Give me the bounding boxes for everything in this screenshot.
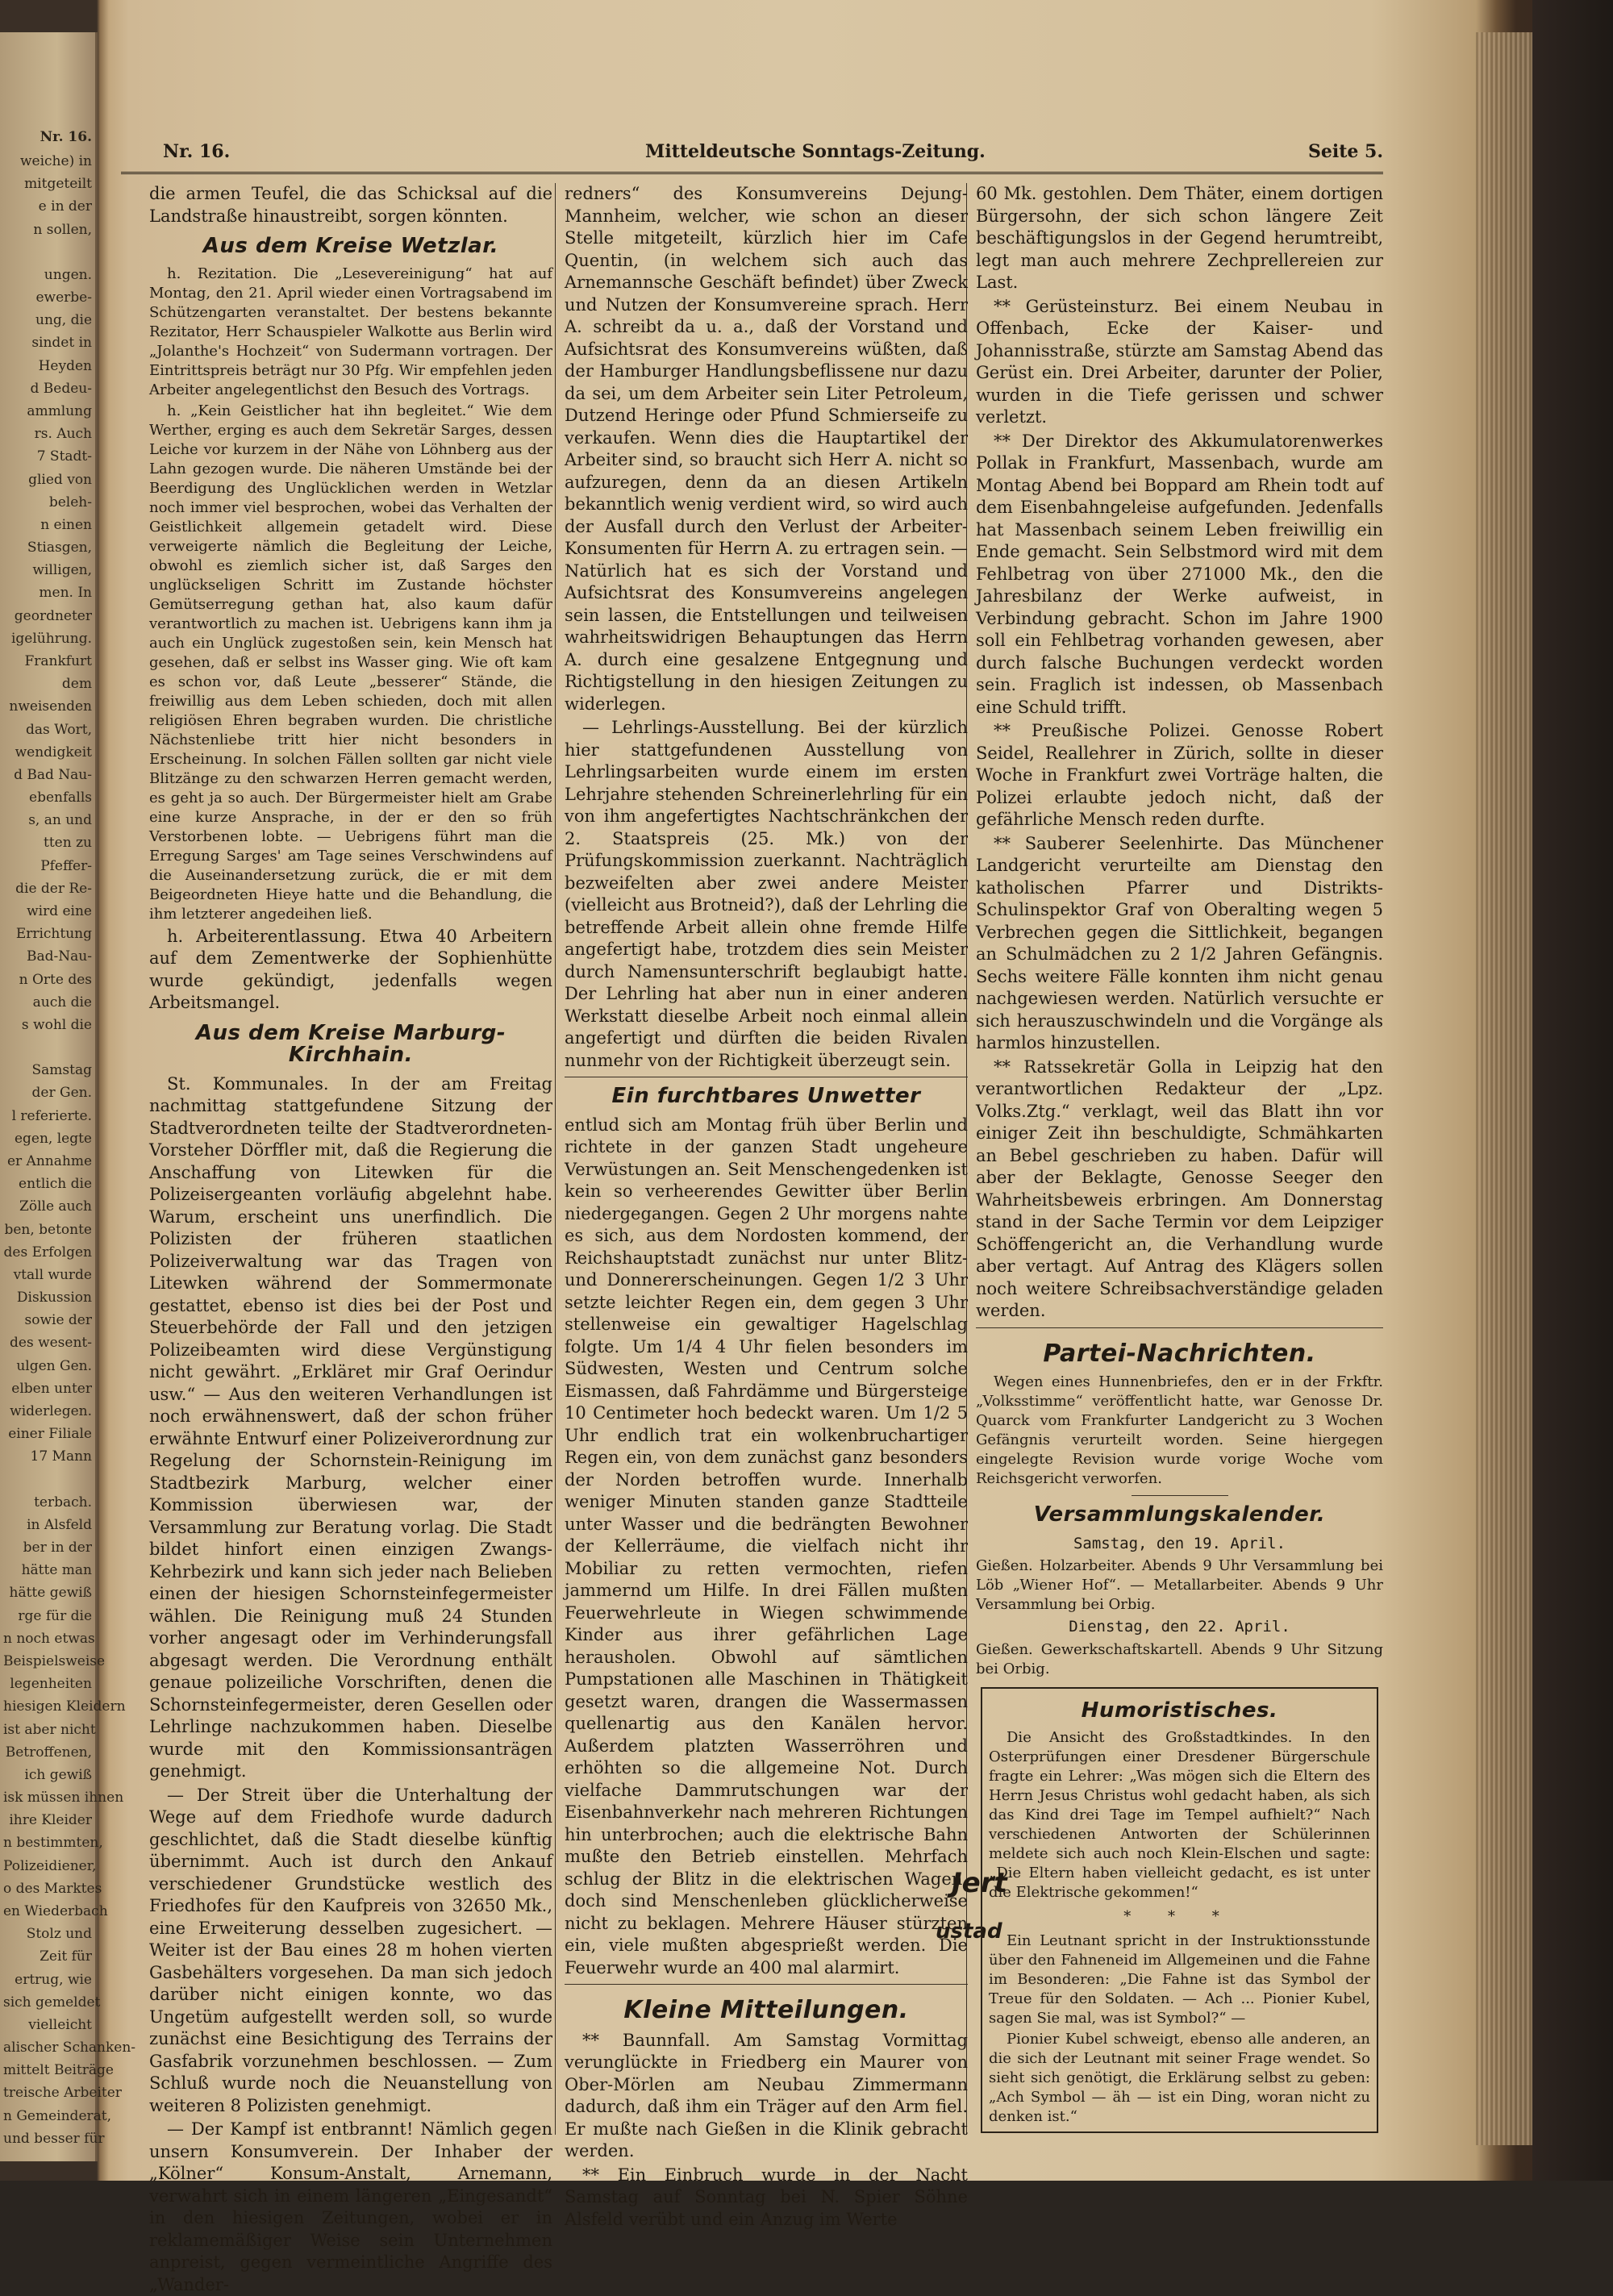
page-issue-number: Nr. 16. [163, 141, 231, 162]
left-page-fragment: Beispielsweise [3, 1653, 106, 1669]
left-page-fragment: ungen. [44, 266, 92, 283]
left-page-fragment: l referierte. [11, 1107, 92, 1124]
column-rule [555, 183, 556, 2135]
left-page-fragment: weiche) in [19, 153, 92, 169]
left-page-fragment: n noch etwas [3, 1630, 95, 1647]
left-page-fragment: Pfeffer- [40, 857, 92, 874]
left-page-fragment: vtall wurde [13, 1266, 92, 1283]
page-number: Seite 5. [1307, 141, 1383, 162]
article-text: die armen Teufel, die das Schicksal auf die Landstraße hinaustreibt, sorgen könnten. [149, 184, 552, 226]
section-heading: Versammlungskalender. [1033, 1502, 1326, 1527]
left-page-fragment: tten zu [44, 835, 92, 852]
header-rule [121, 172, 1383, 174]
left-page-fragment: isk müssen ihnen [3, 1790, 124, 1806]
left-page-fragment: d Bad Nau- [14, 766, 92, 783]
left-page-fragment: Bad-Nau- [27, 948, 92, 965]
left-page-fragment: ben, betonte [4, 1221, 92, 1238]
left-page-fragment: hätte man [21, 1562, 92, 1579]
left-page-fragment: sowie der [24, 1312, 92, 1329]
left-page-fragment: beleh- [48, 494, 92, 510]
left-page-fragment: hätte gewiß [9, 1585, 92, 1602]
masthead-title: Mitteldeutsche Sonntags-Zeitung. [645, 141, 986, 162]
left-page-fragment: und besser für [3, 2130, 105, 2147]
section-heading: Aus dem Kreise Wetzlar. [202, 234, 499, 258]
left-page-fragment: n bestimmten, [3, 1835, 103, 1852]
column-2 [565, 183, 968, 2229]
left-page-fragment: in Alsfeld [27, 1516, 92, 1533]
left-page-fragment: ulgen Gen. [16, 1357, 92, 1374]
article-text: h. Arbeiterentlassung. Etwa 40 Arbeitern auf dem Zementwerke der Sophienhütte wurde gekündigt, jedenfalls wegen Arbeitsmangel. [149, 926, 552, 1012]
left-page-fragment: o des Marktes [3, 1880, 102, 1897]
calendar-entry: Gießen. Holzarbeiter. Abends 9 Uhr Versammlung bei Löb „Wiener Hof“. — Metallarbeiter. Abends 9 Uhr Versammlung bei Orbig. [976, 1557, 1383, 1613]
left-page-fragment: n Gemeinderat, [3, 2107, 111, 2124]
left-page-fragment: er Annahme [6, 1153, 92, 1169]
left-page-fragment: ewerbe- [35, 290, 92, 306]
article-text: Ein Leutnant spricht in der Instruktionsstunde über den Fahneneid im Allgemeinen und die Fahne im Besonderen: „Die Fahne ist das Symbol der Treue für den Soldaten. — Ach ... Pionier Kubel, sagen Sie mal, was ist Symbol?“ — [989, 1931, 1370, 2027]
left-page-fragment: auch die [32, 994, 92, 1010]
article-text: 60 Mk. gestohlen. Dem Thäter, einem dortigen Bürgersohn, der sich schon längere Zeit beschäftigungslos in der Gegend herumtreibt, legt man auch mehrere Zechprellereien zur Last. [976, 184, 1383, 292]
left-page-fragment: widerlegen. [10, 1403, 92, 1419]
left-page-fragment: legenheiten [10, 1676, 92, 1693]
left-page-fragment: Betroffenen, [5, 1744, 92, 1761]
left-page-fragment: Stiasgen, [27, 540, 92, 556]
article-text: — Lehrlings-Ausstellung. Bei der kürzlich hier stattgefundenen Ausstellung von Lehrlingsarbeiten wurde einem im ersten Lehrjahre stehenden Schreinerlehrling für ein von ihm angefertigtes Nachtschränkchen der 2. Staatspreis (25. Mk.) von der Prüfungskommission zuerkannt. Nachträglich bezweifelten aber zwei andere Meister (vielleicht aus Brotneid?), daß der Lehrling die betreffende Arbeit allein ohne fremde Hilfe angefertigt habe, trotzdem dies sein Meister durch Namensunterschrift beglaubigt hatte. Der Lehrling hat aber nun in einer anderen Werkstatt dieselbe Arbeit noch einmal allein angefertigt und dürften die beiden Rivalen nunmehr von der Richtigkeit überzeugt sein. [565, 718, 968, 1070]
left-page-fragment: des Erfolgen [3, 1244, 92, 1261]
left-page-fragment: mittelt Beiträge [3, 2062, 114, 2079]
left-page-fragment: einer Filiale [8, 1426, 92, 1443]
left-page-fragment: des wesent- [10, 1335, 92, 1352]
left-page-fragment: sindet in [31, 335, 92, 352]
left-page-fragment: Diskussion [16, 1290, 92, 1306]
left-page-fragment: ber in der [23, 1540, 92, 1556]
left-page-fragment: ammlung [27, 403, 92, 419]
left-facing-page [0, 32, 136, 2161]
left-page-fragment: hiesigen Kleidern [3, 1698, 126, 1715]
left-page-fragment: Stolz und [26, 1926, 92, 1943]
section-heading: Partei-Nachrichten. [1043, 1339, 1316, 1368]
newspaper-page [121, 141, 1383, 2294]
left-page-fragment: ebenfalls [29, 790, 92, 806]
article-text: h. Rezitation. Die „Lesevereinigung“ hat auf Montag, den 21. April wieder einen Vortragsabend im Schützengarten veranstaltet. Der bestens bekannte Rezitator, Herr Schauspieler Walkotte aus Berlin wird „Jolanthe's Hochzeit“ von Sudermann vortragen. Der Eintrittspreis beträgt nur 30 Pfg. Wir empfehlen jeden Arbeiter angelegentlichst den Besuch des Vortrags. [149, 265, 552, 398]
left-page-fragment: s, an und [28, 812, 92, 829]
divider [565, 1984, 968, 1985]
left-page-fragment: glied von [28, 471, 92, 488]
divider [976, 1327, 1383, 1328]
left-page-fragment: n sollen, [33, 221, 92, 238]
left-page-fragment: der Gen. [31, 1085, 92, 1102]
left-page-fragment: ich gewiß [24, 1766, 92, 1783]
left-page-fragment: Errichtung [15, 926, 92, 943]
section-heading: Aus dem Kreise Marburg-Kirchhain. [195, 1020, 506, 1067]
bleed-through-text: ustad [936, 1919, 1002, 1944]
article-text: ** Ratssekretär Golla in Leipzig hat den verantwortlichen Redakteur der „Lpz. Volks.Ztg.“ verklagt, weil das Blatt ihn vor einiger Zeit ihn beschuldigte, Schmähkarten an Bebel geschrieben zu haben. Dafür will aber der Beklagte, Genosse Seeger den Wahrheitsbeweis erbringen. Am Donnerstag stand in der Sache Termin vor dem Leipziger Schöffengericht an, die Verhandlung wurde aber vertagt. Auf Antrag des Klägers sollen noch weitere Schreibsachverständige geladen werden. [976, 1056, 1383, 1320]
left-page-fragment: wendigkeit [15, 744, 92, 760]
left-page-fragment: das Wort, [25, 721, 92, 738]
left-page-fragment: n Orte des [19, 971, 92, 988]
left-page-fragment: terbach. [34, 1494, 92, 1511]
section-heading: Kleine Mitteilungen. [623, 1996, 909, 2024]
article-text: Die Ansicht des Großstadtkindes. In den Osterprüfungen einer Dresdener Bürgerschule fragte ein Lehrer: „Was mögen sich die Eltern des Herrn Jesus Christus wohl gedacht haben, als sich das Kind drei Tage im Tempel aufhielt?“ Nach verschiedenen Antworten der Schülerinnen meldete sich auch noch Klein-Elschen und sagte: „Die Eltern haben vielleicht gedacht, es ist unter die Elektrische gekommen!“ [989, 1729, 1370, 1901]
left-page-fragment: Frankfurt [24, 653, 92, 669]
left-page-fragment: Samstag [31, 1062, 92, 1079]
article-text: — Der Kampf ist entbrannt! Nämlich gegen unsern Konsumverein. Der Inhaber der „Kölner“ Konsum-Anstalt, Arnemann, verwahrt sich in einem längeren „Eingesandt“ in den hiesigen Zeitungen, wobei er in reklamemäßiger Weise sein Unternehmen anpreist, gegen vermeintliche Angriffe des „Wander- [149, 2119, 552, 2294]
article-text: St. Kommunales. In der am Freitag nachmittag stattgefundene Sitzung der Stadtverordneten teilte der Stadtverordneten-Vorsteher Dörffler mit, daß die Regierung die Anschaffung von Litewken für die Polizeisergeanten vorläufig abgelehnt habe. Warum, erscheint uns unerfindlich. Die Polizisten der früheren staatlichen Polizeiverwaltung war das Tragen von Litewken während der Sommermonate gestattet, ebenso ist dies bei der Post und Steuerbehörde der Fall und den jetzigen Polizeibeamten wird diese Vergünstigung nicht gewährt. „Erkläret mir Graf Oerindur usw.“ — Aus den weiteren Verhandlungen ist noch erwähnenswert, daß der schon früher erwähnte Entwurf einer Polizeiverordnung zur Regelung der Schornstein-Reinigung im Stadtbezirk Marburg, welcher einer Kommission überwiesen war, der Versammlung zur Beratung vorlag. Die Stadt bildet hinfort einen einzigen Zwangs-Kehrbezirk und kann sich jeder nach Belieben einen der hiesigen Schornsteinfegermeister wählen. Die Reinigung muß 24 Stunden vorher angesagt oder im Verhinderungsfall abgesagt werden. Die Verordnung enthält genaue polizeiliche Vorschriften, denen die Schornsteinfegermeister, deren Gesellen oder Lehrlinge nachzukommen haben. Dieselbe wurde mit den Kommissionsanträgen genehmigt. [149, 1073, 552, 1781]
left-page-fragment: elben unter [11, 1380, 92, 1397]
left-page-fragment: treische Arbeiter [3, 2085, 122, 2102]
article-text: redners“ des Konsumvereins Dejung-Mannheim, welcher, wie schon an dieser Stelle mitgeteilt, kürzlich hier im Cafe Quentin, (in welchem sich auch das Arnemannsche Geschäft befindet) über Zweck und Nutzen der Konsumvereine sprach. Herr A. schreibt da u. a., daß der Vorstand und Aufsichtsrat des Konsumvereins wüßten, daß der Hamburger Handlungsbeflissene nur dazu da sei, um dem Arbeiter sein Liter Petroleum, Dutzend Heringe oder Pfund Schmierseife zu verkaufen. Wenn dies die Hauptartikel der Arbeiter sind, so braucht sich Herr A. nicht so aufzuregen, denn da an diesen Artikeln bekanntlich wenig verdient wird, so wird auch der Ausfall durch den Verlust der Arbeiter-Konsumenten für Herrn A. zu ertragen sein. — Natürlich hat es sich der Vorstand und Aufsichtsrat des Konsumvereins angelegen sein lassen, die Entstellungen und teilweisen wahrheitswidrigen Behauptungen das Herrn A. durch eine gesalzene Entgegnung und Richtigstellung in den hiesigen Zeitungen zu widerlegen. [565, 184, 968, 714]
article-text: ** Preußische Polizei. Genosse Robert Seidel, Reallehrer in Zürich, sollte in dieser Woche in Frankfurt zwei Vorträge halten, die Polizei erlaubte jedoch nicht, daß der gefährliche Mensch reden durfte. [976, 721, 1383, 829]
column-1 [149, 183, 552, 2294]
left-page-fragment: 7 Stadt- [36, 448, 92, 465]
left-page-fragment: alischer Schanken- [3, 2040, 136, 2056]
left-page-fragment: dem [61, 676, 92, 693]
left-page-fragment: rs. Auch [34, 426, 92, 443]
left-page-fragment: ertrug, wie [15, 1971, 92, 1988]
calendar-date: Samstag, den 19. April. [1073, 1534, 1286, 1552]
article-text: Pionier Kubel schweigt, ebenso alle anderen, an die sich der Leutnant mit seiner Frage wendet. So sieht sich genötigt, die Erklärung selbst zu geben: „Ach Symbol — äh — ist ein Ding, woran nicht zu denken ist.“ [989, 2030, 1370, 2125]
left-page-fragment: nweisenden [9, 698, 92, 715]
section-heading: Ein furchtbares Unwetter [611, 1084, 921, 1108]
left-page-fragment: geordneter [14, 607, 92, 624]
left-page-fragment: Polizeidiener, [3, 1857, 97, 1874]
column-3 [976, 183, 1383, 2135]
article-text: ** Gerüsteinsturz. Bei einem Neubau in Offenbach, Ecke der Kaiser- und Johannisstraße, stürzte am Samstag Abend das Gerüst ein. Drei Arbeiter, darunter der Polier, wurden in die Tiefe gerissen und schwer verletzt. [976, 296, 1383, 427]
article-text: ** Sauberer Seelenhirte. Das Münchener Landgericht verurteilte am Dienstag den katholischen Pfarrer und Distrikts-Schulinspektor Graf von Oberalting wegen 5 Verbrechen gegen die Sittlichkeit, begangen an Schulmädchen zu 2 1/2 Jahren Gefängnis. Sechs weitere Fälle konnten ihm nicht genau nachgewiesen werden. Natürlich versuchte er sich herauszuschwindeln und die Vorgänge als harmlos hinzustellen. [976, 833, 1383, 1052]
book-cover [1532, 0, 1613, 2181]
bleed-through-text: Jert [952, 1867, 1007, 1899]
left-page-fragment: Heyden [38, 357, 92, 374]
left-page-fragment: willigen, [32, 562, 92, 579]
left-page-fragment: ung, die [35, 312, 92, 329]
left-page-fragment: vielleicht [28, 2016, 92, 2033]
calendar-entry: Gießen. Gewerkschaftskartell. Abends 9 Uhr Sitzung bei Orbig. [976, 1640, 1383, 1677]
left-page-fragment: d Bedeu- [30, 380, 92, 397]
left-page-fragment: ihre Kleider [9, 1812, 92, 1829]
left-page-fragment: men. In [39, 585, 92, 602]
left-page-fragment: egen, legte [14, 1130, 92, 1147]
article-text: Wegen eines Hunnenbriefes, den er in der Frkftr. „Volksstimme“ veröffentlicht hatte, war Genosse Dr. Quarck vom Frankfurter Landgericht zu 3 Wochen Gefängnis verurteilt worden. Seine hiergegen eingelegte Revision wurde vorige Woche vom Reichsgericht verworfen. [976, 1373, 1383, 1487]
page-edges [1476, 32, 1532, 2145]
separator-stars: * * * [1123, 1908, 1236, 1925]
left-page-header: Nr. 16. [40, 129, 92, 145]
left-page-fragment: rge für die [18, 1607, 92, 1624]
left-page-fragment: wird eine [27, 903, 92, 919]
article-text: ** Ein Einbruch wurde in der Nacht Samstag auf Sonntag bei N. Spier Söhne Alsfeld verübt und ein Anzug im Werte [565, 2165, 968, 2229]
left-page-fragment: entlich die [19, 1176, 92, 1193]
left-page-fragment: sich gemeldet [3, 1994, 101, 2011]
article-text: h. „Kein Geistlicher hat ihn begleitet.“ Wie dem Werther, erging es auch dem Sekretär Sarges, dessen Leiche vor kurzem in der Nähe von Löhnberg aus der Lahn gezogen wurde. Die näheren Umstände bei der Beerdigung des Unglücklichen werden in Wetzlar noch immer viel besprochen, wobei das Verhalten der Geistlichkeit allgemein getadelt wird. Diese verweigerte nämlich die Begleitung der Leiche, obwohl es ziemlich sicher ist, daß Sarges den unglückseligen Schritt im Zustande höchster Gemütserregung gethan hat, also kaum dafür verantwortlich zu machen ist. Uebrigens kann ihm ja auch ein Unglück zugestoßen sein, kein Mensch hat gesehen, daß er selbst ins Wasser ging. Wie oft kam es schon vor, daß Leute „besserer“ Stände, die freiwillig aus dem Leben schieden, doch mit allen religiösen Ehren begraben wurden. Die christliche Nächstenliebe tritt hier nicht besonders in Erscheinung. In solchen Fällen sollten gar nicht viele Blitzänge zu den schwarzen Herren gemacht werden, es geht ja so auch. Der Bürgermeister hielt am Grabe eine kurze Ansprache, in der er den so früh Verstorbenen lobte. — Uebrigens führt man die Erregung Sarges' am Tage seines Verschwindens auf die Auseinandersetzung zurück, die er mit dem Beigeordneten Hieye hatte und die Behandlung, die ihm letzterer angedeihen ließ. [149, 402, 552, 923]
left-page-fragment: mitgeteilt [24, 176, 92, 193]
left-page-fragment: 17 Mann [30, 1448, 92, 1465]
left-page-fragment: e in der [38, 198, 92, 215]
section-heading: Humoristisches. [1081, 1698, 1278, 1723]
left-page-fragment: n einen [40, 516, 92, 533]
left-page-fragment: Zeit für [40, 1948, 92, 1965]
left-page-fragment: die der Re- [15, 880, 92, 897]
calendar-date: Dienstag, den 22. April. [1069, 1618, 1290, 1636]
left-page-fragment: ist aber nicht [3, 1721, 96, 1738]
article-text: ** Baunnfall. Am Samstag Vormittag verunglückte in Friedberg ein Maurer von Ober-Mörlen am Neubau Zimmermann dadurch, daß ihm ein Träger auf den Arm fiel. Er mußte nach Gießen in die Klinik gebracht werden. [565, 2030, 968, 2161]
left-page-fragment: Zölle auch [19, 1198, 92, 1215]
left-page-fragment: igelührung. [10, 630, 92, 647]
humor-box [981, 1687, 1378, 2133]
article-text: ** Der Direktor des Akkumulatorenwerkes Pollak in Frankfurt, Massenbach, wurde am Montag Abend bei Boppard am Rhein todt auf dem Eisenbahngeleise aufgefunden. Jedenfalls hat Massenbach seinem Leben freiwillig ein Ende gemacht. Sein Selbstmord wird mit dem Fehlbetrag von über 271000 Mk., den die Jahresbilanz der Werke aufweist, in Verbindung gebracht. Schon im Jahre 1900 soll ein Fehlbetrag vorhanden gewesen, aber durch falsche Buchungen verdeckt worden sein. Fraglich ist indessen, ob Massenbach eine Schuld trifft. [976, 431, 1383, 717]
article-text: — Der Streit über die Unterhaltung der Wege auf dem Friedhofe wurde dadurch geschlichtet, daß die Stadt dieselbe künftig übernimmt. Auch ist durch den Ankauf verschiedener Grundstücke westlich des Friedhofes für den Kaufpreis von 32650 Mk., eine Erweiterung desselben zugesichert. — Weiter ist der Bau eines 28 m hohen vierten Gasbehälters vorgesehen. Da man sich jedoch darüber nicht einigen konnte, wo das Ungetüm aufgestellt werden soll, so wurde zunächst eine Besichtigung des Terrains der Gasfabrik vorzunehmen beschlossen. — Zum Schluß wurde noch die Neuanstellung von weiteren 8 Polizisten genehmigt. [149, 1785, 552, 2115]
article-text: entlud sich am Montag früh über Berlin und richtete in der ganzen Stadt ungeheure Verwüstungen an. Seit Menschengedenken ist kein so verheerendes Gewitter über Berlin niedergegangen. Gegen 2 Uhr morgens nahte es sich, aus dem Nordosten kommend, der Reichshauptstadt zunächst nur unter Blitz- und Donnererscheinungen. Gegen 1/2 3 Uhr setzte leichter Regen ein, dem gegen 3 Uhr stellenweise ein gewaltiger Hagelschlag folgte. Um 1/4 4 Uhr fielen besonders im Südwesten, Westen und Centrum solche Eismassen, daß Fahrdämme und Bürgersteige 10 Centimeter hoch bedeckt waren. Um 1/2 5 Uhr endlich trat ein wolkenbruchartiger Regen ein, von dem zunächst ganz besonders der Norden betroffen wurde. Innerhalb weniger Minuten standen ganze Stadtteile unter Wasser und die bedrängten Bewohner der Kellerräume, die vielfach nicht ihr Mobiliar zu retten vermochten, riefen jammernd um Hilfe. In drei Fällen mußten Feuerwehrleute in Wiegen schwimmende Kinder aus ihrer gefährlichen Lage herausholen. Obwohl auf sämtlichen Pumpstationen alle Maschinen in Thätigkeit gesetzt waren, drangen die Wassermassen quellenartig aus den Kanälen hervor. Außerdem platzten Wasserröhren und erhöhten so die allgemeine Not. Durch vielfache Dammrutschungen war der Eisenbahnverkehr nach mehreren Richtungen hin unterbrochen; auch die elektrische Bahn mußte den Betrieb einstellen. Mehrfach schlug der Blitz in die elektrischen Wagen, doch sind Menschenleben glücklicherweise nicht zu beklagen. Mehrere Häuser stürzten ein, viele mußten abgesprießt werden. Die Feuerwehr wurde an 400 mal alarmirt. [565, 1115, 968, 1977]
left-page-fragment: en Wiederbach [3, 1903, 108, 1919]
left-page-fragment: s wohl die [21, 1016, 92, 1033]
divider [1132, 1495, 1228, 1496]
